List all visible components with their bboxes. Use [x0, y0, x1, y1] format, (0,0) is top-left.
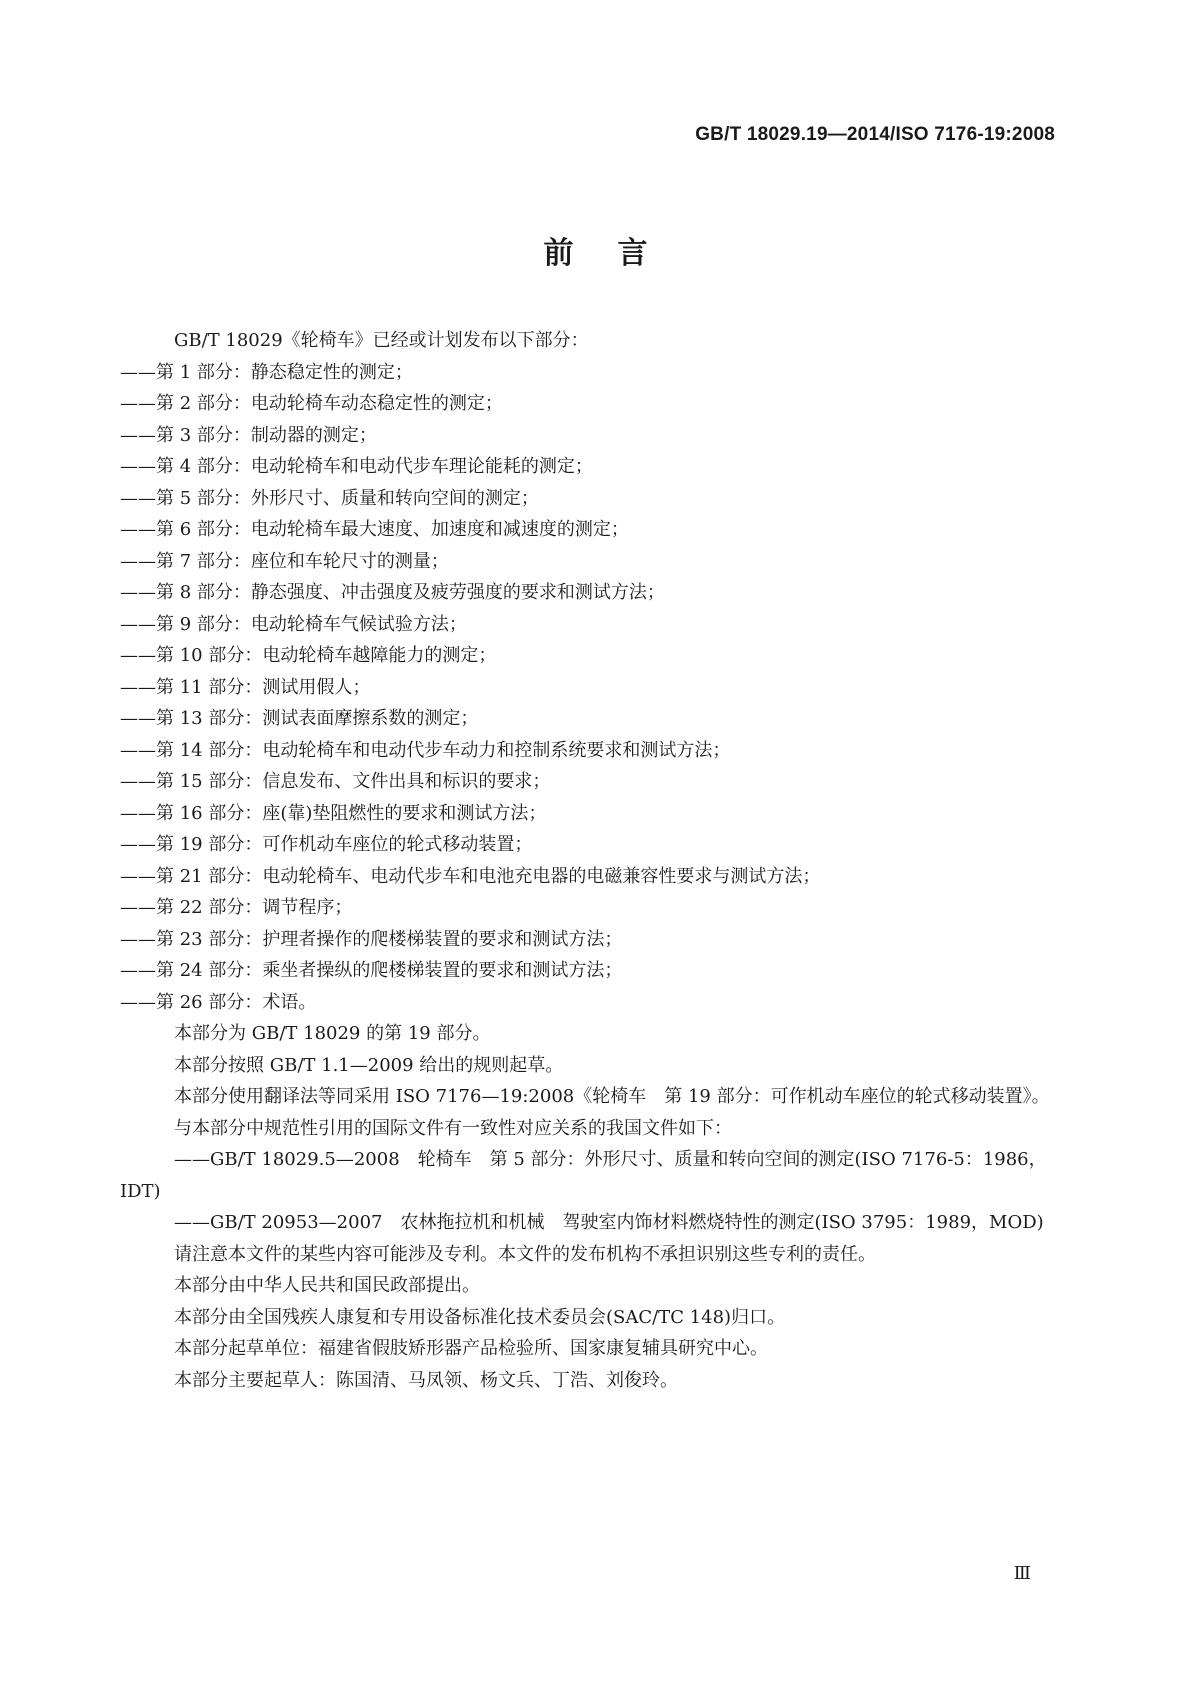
intro-paragraph: GB/T 18029《轮椅车》已经或计划发布以下部分： [174, 330, 589, 351]
page-number: Ⅲ [1013, 1563, 1031, 1584]
part-item: ——第 1 部分：静态稳定性的测定； [120, 361, 413, 383]
part-item: ——第 5 部分：外形尺寸、质量和转向空间的测定； [120, 487, 539, 509]
reference-intro: 与本部分中规范性引用的国际文件有一致性对应关系的我国文件如下： [174, 1117, 732, 1139]
part-item: ——第 13 部分：测试表面摩擦系数的测定； [120, 708, 479, 729]
reference-item: ——GB/T 18029.5—2008 轮椅车 第 5 部分：外形尺寸、质量和转向空间的测定(ISO 7176-5：1986，IDT) [120, 1149, 1047, 1202]
drafters: 本部分主要起草人：陈国清、马凤领、杨文兵、丁浩、刘俊玲。 [174, 1369, 678, 1391]
foreword-body [120, 325, 1075, 1396]
part-statement: 本部分为 GB/T 18029 的第 19 部分。 [174, 1023, 491, 1044]
part-item: ——第 15 部分：信息发布、文件出具和标识的要求； [120, 771, 551, 792]
part-item: ——第 7 部分：座位和车轮尺寸的测量； [120, 550, 449, 572]
reference-item: ——GB/T 20953—2007 农林拖拉机和机械 驾驶室内饰材料燃烧特性的测定(ISO 3795：1989，MOD) [174, 1212, 1044, 1233]
part-item: ——第 9 部分：电动轮椅车气候试验方法； [120, 613, 467, 635]
part-item: ——第 22 部分：调节程序； [120, 897, 353, 918]
part-item: ——第 14 部分：电动轮椅车和电动代步车动力和控制系统要求和测试方法； [120, 739, 731, 761]
part-item: ——第 21 部分：电动轮椅车、电动代步车和电池充电器的电磁兼容性要求与测试方法； [120, 865, 821, 887]
part-item: ——第 10 部分：电动轮椅车越障能力的测定； [120, 645, 497, 666]
part-item: ——第 3 部分：制动器的测定； [120, 424, 377, 446]
part-item: ——第 23 部分：护理者操作的爬楼梯装置的要求和测试方法； [120, 928, 623, 950]
part-item: ——第 19 部分：可作机动车座位的轮式移动装置； [120, 834, 533, 855]
page-title: 前言 [543, 236, 692, 271]
drafting-units: 本部分起草单位：福建省假肢矫形器产品检验所、国家康复辅具研究中心。 [174, 1338, 768, 1359]
proposer: 本部分由中华人民共和国民政部提出。 [174, 1275, 480, 1296]
part-item: ——第 6 部分：电动轮椅车最大速度、加速度和减速度的测定； [120, 519, 629, 540]
part-item: ——第 16 部分：座(靠)垫阻燃性的要求和测试方法； [120, 802, 547, 824]
patent-notice: 请注意本文件的某些内容可能涉及专利。本文件的发布机构不承担识别这些专利的责任。 [174, 1243, 876, 1265]
part-item: ——第 2 部分：电动轮椅车动态稳定性的测定； [120, 393, 503, 414]
part-item: ——第 26 部分：术语。 [120, 991, 317, 1013]
drafting-rule: 本部分按照 GB/T 1.1—2009 给出的规则起草。 [174, 1054, 564, 1076]
committee: 本部分由全国残疾人康复和专用设备标准化技术委员会(SAC/TC 148)归口。 [174, 1306, 786, 1328]
standard-code: GB/T 18029.19—2014/ISO 7176-19:2008 [695, 124, 1055, 145]
part-item: ——第 8 部分：静态强度、冲击强度及疲劳强度的要求和测试方法； [120, 582, 665, 603]
part-item: ——第 24 部分：乘坐者操纵的爬楼梯装置的要求和测试方法； [120, 960, 623, 981]
part-item: ——第 4 部分：电动轮椅车和电动代步车理论能耗的测定； [120, 456, 593, 477]
part-item: ——第 11 部分：测试用假人； [120, 676, 371, 698]
adoption-statement: 本部分使用翻译法等同采用 ISO 7176—19:2008《轮椅车 第 19 部分：可作机动车座位的轮式移动装置》。 [174, 1086, 1050, 1107]
